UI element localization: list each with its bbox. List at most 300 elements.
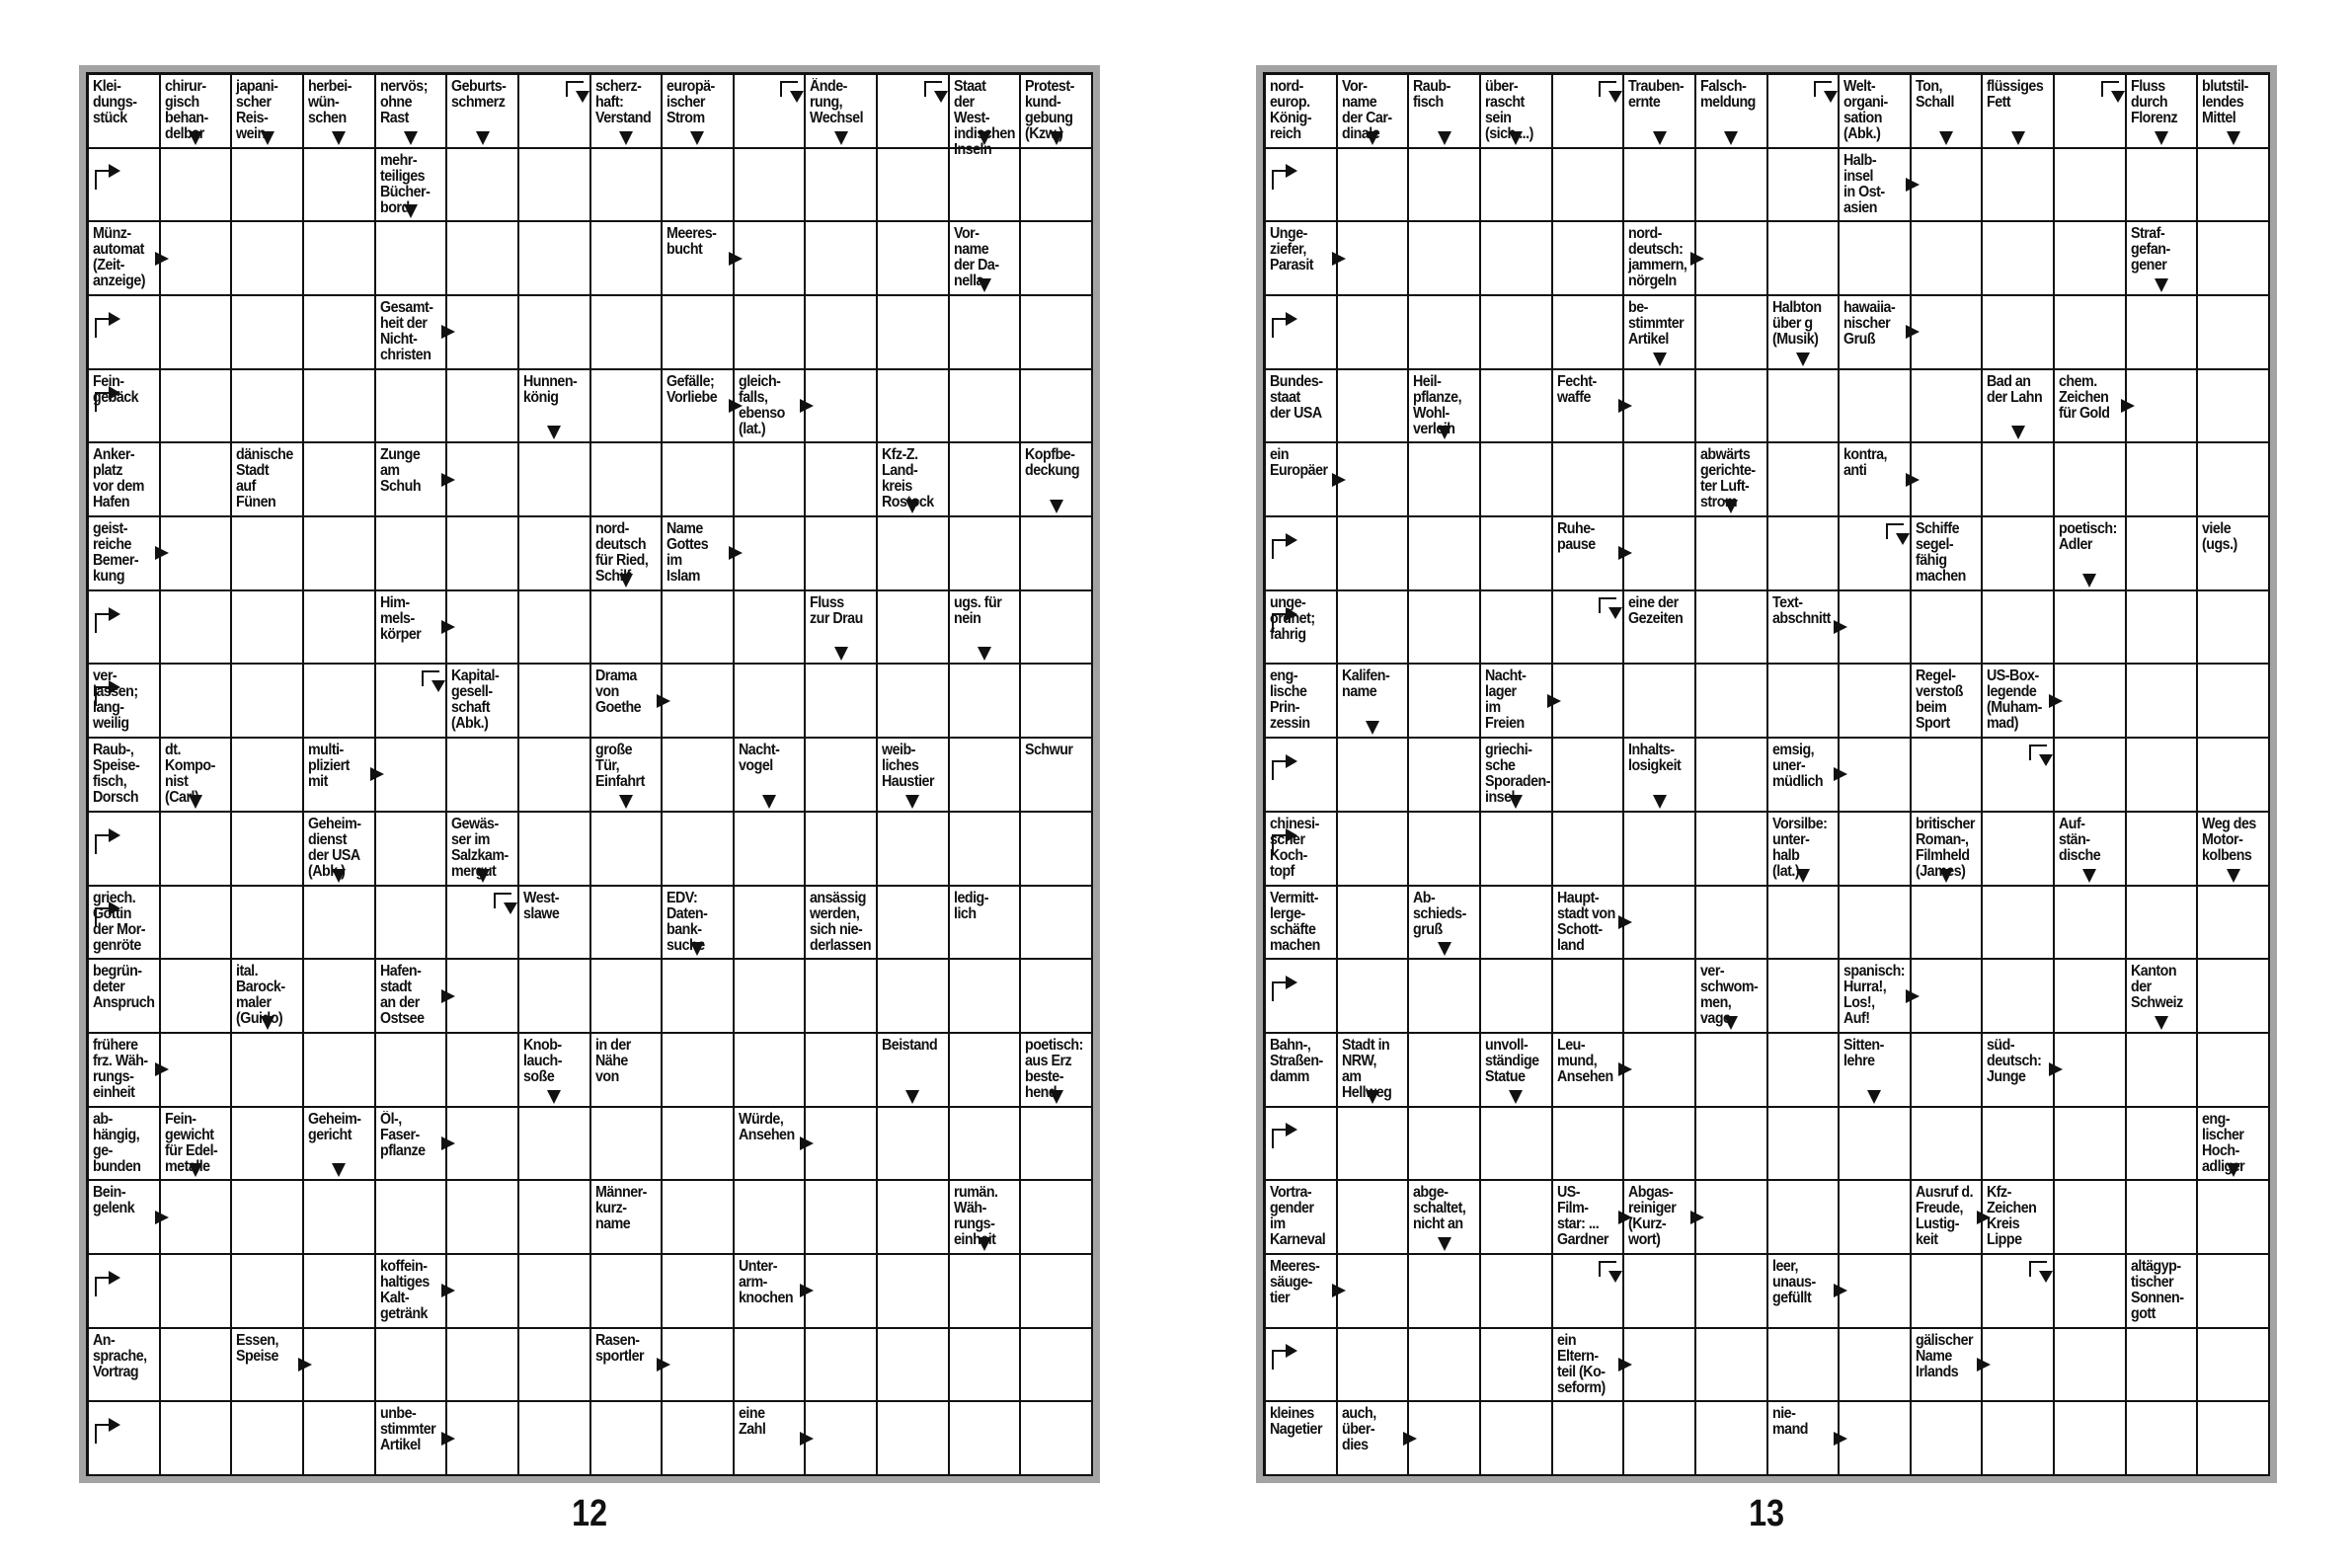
answer-cell[interactable] [1768,517,1841,591]
answer-cell[interactable] [878,960,950,1034]
answer-cell[interactable] [663,443,735,517]
answer-cell[interactable] [1624,1034,1696,1108]
answer-cell[interactable] [2198,1255,2270,1329]
answer-cell[interactable] [1696,296,1768,370]
answer-cell[interactable] [1840,1108,1912,1182]
answer-cell[interactable] [1553,813,1625,887]
answer-cell[interactable] [232,222,304,296]
answer-cell[interactable] [304,1181,376,1255]
answer-cell[interactable] [1021,517,1093,591]
answer-cell[interactable] [591,370,664,444]
answer-cell[interactable] [447,1181,519,1255]
answer-cell[interactable] [1696,222,1768,296]
answer-cell[interactable] [806,1255,878,1329]
answer-cell[interactable] [161,591,233,666]
answer-cell[interactable] [2055,443,2127,517]
answer-cell[interactable] [2198,443,2270,517]
answer-cell[interactable] [304,1402,376,1476]
answer-cell[interactable] [1696,149,1768,223]
answer-cell[interactable] [1696,665,1768,739]
answer-cell[interactable] [2198,1181,2270,1255]
answer-cell[interactable] [1912,443,1984,517]
answer-cell[interactable] [950,443,1022,517]
answer-cell[interactable] [376,517,448,591]
answer-cell[interactable] [663,296,735,370]
answer-cell[interactable] [591,960,664,1034]
answer-cell[interactable] [950,1255,1022,1329]
answer-cell[interactable] [1021,887,1093,961]
answer-cell[interactable] [1481,1255,1553,1329]
answer-cell[interactable] [1768,960,1841,1034]
answer-cell[interactable] [376,887,448,961]
answer-cell[interactable] [519,296,591,370]
answer-cell[interactable] [2055,665,2127,739]
answer-cell[interactable] [447,149,519,223]
answer-cell[interactable] [2127,887,2199,961]
answer-cell[interactable] [519,960,591,1034]
answer-cell[interactable] [806,222,878,296]
answer-cell[interactable] [735,1181,807,1255]
answer-cell[interactable] [1696,517,1768,591]
answer-cell[interactable] [447,1034,519,1108]
answer-cell[interactable] [1983,1402,2055,1476]
answer-cell[interactable] [376,739,448,813]
answer-cell[interactable] [232,591,304,666]
answer-cell[interactable] [1553,739,1625,813]
answer-cell[interactable] [2055,296,2127,370]
answer-cell[interactable] [1696,591,1768,666]
answer-cell[interactable] [806,149,878,223]
answer-cell[interactable] [2127,665,2199,739]
answer-cell[interactable] [304,296,376,370]
answer-cell[interactable] [735,887,807,961]
answer-cell[interactable] [376,1181,448,1255]
answer-cell[interactable] [1912,1255,1984,1329]
answer-cell[interactable] [663,665,735,739]
answer-cell[interactable] [1840,1402,1912,1476]
answer-cell[interactable] [1624,149,1696,223]
answer-cell[interactable] [1409,443,1481,517]
answer-cell[interactable] [950,296,1022,370]
answer-cell[interactable] [1338,739,1410,813]
answer-cell[interactable] [735,149,807,223]
answer-cell[interactable] [1021,591,1093,666]
answer-cell[interactable] [232,517,304,591]
answer-cell[interactable] [1840,1329,1912,1403]
answer-cell[interactable] [2055,1255,2127,1329]
answer-cell[interactable] [878,665,950,739]
answer-cell[interactable] [1409,960,1481,1034]
answer-cell[interactable] [1481,813,1553,887]
answer-cell[interactable] [1021,149,1093,223]
answer-cell[interactable] [161,1255,233,1329]
answer-cell[interactable] [1624,1329,1696,1403]
answer-cell[interactable] [2198,370,2270,444]
answer-cell[interactable] [447,739,519,813]
answer-cell[interactable] [1338,370,1410,444]
answer-cell[interactable] [2198,591,2270,666]
answer-cell[interactable] [735,1329,807,1403]
answer-cell[interactable] [232,1402,304,1476]
answer-cell[interactable] [232,1108,304,1182]
answer-cell[interactable] [950,1402,1022,1476]
answer-cell[interactable] [663,1255,735,1329]
answer-cell[interactable] [1481,1402,1553,1476]
answer-cell[interactable] [663,591,735,666]
answer-cell[interactable] [1983,296,2055,370]
answer-cell[interactable] [591,222,664,296]
answer-cell[interactable] [1840,665,1912,739]
answer-cell[interactable] [1840,1181,1912,1255]
answer-cell[interactable] [2198,149,2270,223]
answer-cell[interactable] [878,1255,950,1329]
answer-cell[interactable] [1768,370,1841,444]
answer-cell[interactable] [1624,1402,1696,1476]
answer-cell[interactable] [232,1181,304,1255]
answer-cell[interactable] [519,443,591,517]
answer-cell[interactable] [1768,149,1841,223]
answer-cell[interactable] [161,960,233,1034]
answer-cell[interactable] [1840,222,1912,296]
answer-cell[interactable] [806,813,878,887]
answer-cell[interactable] [519,739,591,813]
answer-cell[interactable] [376,813,448,887]
answer-cell[interactable] [663,1108,735,1182]
answer-cell[interactable] [161,370,233,444]
answer-cell[interactable] [2055,960,2127,1034]
answer-cell[interactable] [1338,149,1410,223]
answer-cell[interactable] [304,591,376,666]
answer-cell[interactable] [2198,222,2270,296]
answer-cell[interactable] [878,1108,950,1182]
answer-cell[interactable] [1409,149,1481,223]
answer-cell[interactable] [304,1034,376,1108]
answer-cell[interactable] [591,1402,664,1476]
answer-cell[interactable] [878,1402,950,1476]
answer-cell[interactable] [806,443,878,517]
answer-cell[interactable] [1696,1181,1768,1255]
answer-cell[interactable] [663,149,735,223]
answer-cell[interactable] [232,296,304,370]
answer-cell[interactable] [1409,1108,1481,1182]
answer-cell[interactable] [878,222,950,296]
answer-cell[interactable] [1983,149,2055,223]
answer-cell[interactable] [1768,443,1841,517]
answer-cell[interactable] [232,887,304,961]
answer-cell[interactable] [591,296,664,370]
answer-cell[interactable] [447,1402,519,1476]
answer-cell[interactable] [2055,149,2127,223]
answer-cell[interactable] [878,1329,950,1403]
answer-cell[interactable] [1338,887,1410,961]
answer-cell[interactable] [2127,296,2199,370]
answer-cell[interactable] [1021,222,1093,296]
answer-cell[interactable] [2127,517,2199,591]
answer-cell[interactable] [1768,1329,1841,1403]
answer-cell[interactable] [591,443,664,517]
answer-cell[interactable] [519,1402,591,1476]
answer-cell[interactable] [1553,665,1625,739]
answer-cell[interactable] [2198,739,2270,813]
answer-cell[interactable] [878,591,950,666]
answer-cell[interactable] [519,222,591,296]
answer-cell[interactable] [1481,149,1553,223]
answer-cell[interactable] [950,960,1022,1034]
answer-cell[interactable] [161,665,233,739]
answer-cell[interactable] [2127,1034,2199,1108]
answer-cell[interactable] [806,296,878,370]
answer-cell[interactable] [1021,1329,1093,1403]
answer-cell[interactable] [806,1034,878,1108]
answer-cell[interactable] [1983,1108,2055,1182]
answer-cell[interactable] [735,517,807,591]
answer-cell[interactable] [1481,1108,1553,1182]
answer-cell[interactable] [1840,1255,1912,1329]
answer-cell[interactable] [1624,370,1696,444]
answer-cell[interactable] [1021,665,1093,739]
answer-cell[interactable] [1338,1329,1410,1403]
answer-cell[interactable] [1338,591,1410,666]
answer-cell[interactable] [2127,591,2199,666]
answer-cell[interactable] [2055,887,2127,961]
answer-cell[interactable] [735,1034,807,1108]
answer-cell[interactable] [1553,222,1625,296]
answer-cell[interactable] [1912,149,1984,223]
answer-cell[interactable] [519,1255,591,1329]
answer-cell[interactable] [735,222,807,296]
answer-cell[interactable] [1840,739,1912,813]
answer-cell[interactable] [2127,149,2199,223]
answer-cell[interactable] [591,887,664,961]
answer-cell[interactable] [1409,665,1481,739]
answer-cell[interactable] [304,1329,376,1403]
answer-cell[interactable] [304,222,376,296]
answer-cell[interactable] [519,1181,591,1255]
answer-cell[interactable] [1912,1402,1984,1476]
answer-cell[interactable] [878,813,950,887]
answer-cell[interactable] [447,1108,519,1182]
answer-cell[interactable] [161,813,233,887]
answer-cell[interactable] [1912,960,1984,1034]
answer-cell[interactable] [950,665,1022,739]
answer-cell[interactable] [1624,665,1696,739]
answer-cell[interactable] [591,149,664,223]
answer-cell[interactable] [161,1402,233,1476]
answer-cell[interactable] [447,960,519,1034]
answer-cell[interactable] [1983,222,2055,296]
answer-cell[interactable] [161,443,233,517]
answer-cell[interactable] [1481,296,1553,370]
answer-cell[interactable] [1481,222,1553,296]
answer-cell[interactable] [1553,296,1625,370]
answer-cell[interactable] [950,1329,1022,1403]
answer-cell[interactable] [591,1255,664,1329]
answer-cell[interactable] [161,296,233,370]
answer-cell[interactable] [1696,739,1768,813]
answer-cell[interactable] [376,222,448,296]
answer-cell[interactable] [1553,960,1625,1034]
answer-cell[interactable] [376,1329,448,1403]
answer-cell[interactable] [735,665,807,739]
answer-cell[interactable] [519,1108,591,1182]
answer-cell[interactable] [1021,370,1093,444]
answer-cell[interactable] [591,1108,664,1182]
answer-cell[interactable] [591,591,664,666]
answer-cell[interactable] [1624,443,1696,517]
answer-cell[interactable] [232,665,304,739]
answer-cell[interactable] [1983,443,2055,517]
answer-cell[interactable] [806,1108,878,1182]
answer-cell[interactable] [1409,1034,1481,1108]
answer-cell[interactable] [519,665,591,739]
answer-cell[interactable] [232,149,304,223]
answer-cell[interactable] [304,960,376,1034]
answer-cell[interactable] [950,370,1022,444]
answer-cell[interactable] [1553,149,1625,223]
answer-cell[interactable] [1624,517,1696,591]
answer-cell[interactable] [376,1034,448,1108]
answer-cell[interactable] [1021,960,1093,1034]
answer-cell[interactable] [304,887,376,961]
answer-cell[interactable] [1696,1255,1768,1329]
answer-cell[interactable] [2198,960,2270,1034]
answer-cell[interactable] [1409,296,1481,370]
answer-cell[interactable] [1696,1329,1768,1403]
answer-cell[interactable] [663,1034,735,1108]
answer-cell[interactable] [663,1329,735,1403]
answer-cell[interactable] [304,370,376,444]
answer-cell[interactable] [1912,1108,1984,1182]
answer-cell[interactable] [519,591,591,666]
answer-cell[interactable] [878,370,950,444]
answer-cell[interactable] [1768,665,1841,739]
answer-cell[interactable] [1338,1108,1410,1182]
answer-cell[interactable] [1021,1402,1093,1476]
answer-cell[interactable] [950,813,1022,887]
answer-cell[interactable] [2127,739,2199,813]
answer-cell[interactable] [232,370,304,444]
answer-cell[interactable] [1624,960,1696,1034]
answer-cell[interactable] [878,1181,950,1255]
answer-cell[interactable] [161,1181,233,1255]
answer-cell[interactable] [806,960,878,1034]
answer-cell[interactable] [2198,1329,2270,1403]
answer-cell[interactable] [232,1034,304,1108]
answer-cell[interactable] [1021,1181,1093,1255]
answer-cell[interactable] [1696,813,1768,887]
answer-cell[interactable] [1338,960,1410,1034]
answer-cell[interactable] [1481,1329,1553,1403]
answer-cell[interactable] [161,149,233,223]
answer-cell[interactable] [304,517,376,591]
answer-cell[interactable] [519,149,591,223]
answer-cell[interactable] [1840,887,1912,961]
answer-cell[interactable] [519,1329,591,1403]
answer-cell[interactable] [1481,887,1553,961]
answer-cell[interactable] [1840,370,1912,444]
answer-cell[interactable] [950,1108,1022,1182]
answer-cell[interactable] [304,665,376,739]
answer-cell[interactable] [1912,739,1984,813]
answer-cell[interactable] [1768,1181,1841,1255]
answer-cell[interactable] [2198,665,2270,739]
answer-cell[interactable] [2198,1034,2270,1108]
answer-cell[interactable] [304,1255,376,1329]
answer-cell[interactable] [519,517,591,591]
answer-cell[interactable] [950,149,1022,223]
answer-cell[interactable] [735,960,807,1034]
answer-cell[interactable] [1696,370,1768,444]
answer-cell[interactable] [2055,1108,2127,1182]
answer-cell[interactable] [878,296,950,370]
answer-cell[interactable] [1481,960,1553,1034]
answer-cell[interactable] [1409,1255,1481,1329]
answer-cell[interactable] [806,1329,878,1403]
answer-cell[interactable] [1912,591,1984,666]
answer-cell[interactable] [1912,1034,1984,1108]
answer-cell[interactable] [1912,887,1984,961]
answer-cell[interactable] [1409,222,1481,296]
answer-cell[interactable] [735,813,807,887]
answer-cell[interactable] [806,1402,878,1476]
answer-cell[interactable] [447,222,519,296]
answer-cell[interactable] [806,370,878,444]
answer-cell[interactable] [735,591,807,666]
answer-cell[interactable] [1624,1108,1696,1182]
answer-cell[interactable] [2055,591,2127,666]
answer-cell[interactable] [1409,1402,1481,1476]
answer-cell[interactable] [663,739,735,813]
answer-cell[interactable] [2198,1402,2270,1476]
answer-cell[interactable] [447,1255,519,1329]
answer-cell[interactable] [1768,887,1841,961]
answer-cell[interactable] [161,887,233,961]
answer-cell[interactable] [2055,1181,2127,1255]
answer-cell[interactable] [1912,370,1984,444]
answer-cell[interactable] [1481,443,1553,517]
answer-cell[interactable] [376,370,448,444]
answer-cell[interactable] [1768,1034,1841,1108]
answer-cell[interactable] [1338,1255,1410,1329]
answer-cell[interactable] [806,1181,878,1255]
answer-cell[interactable] [1840,813,1912,887]
answer-cell[interactable] [1696,1108,1768,1182]
answer-cell[interactable] [232,739,304,813]
answer-cell[interactable] [1696,1034,1768,1108]
answer-cell[interactable] [591,813,664,887]
answer-cell[interactable] [1983,517,2055,591]
answer-cell[interactable] [1553,1402,1625,1476]
answer-cell[interactable] [1983,1329,2055,1403]
answer-cell[interactable] [1624,813,1696,887]
answer-cell[interactable] [1338,222,1410,296]
answer-cell[interactable] [1481,591,1553,666]
answer-cell[interactable] [1409,739,1481,813]
answer-cell[interactable] [806,739,878,813]
answer-cell[interactable] [2198,296,2270,370]
answer-cell[interactable] [2055,1034,2127,1108]
answer-cell[interactable] [663,960,735,1034]
answer-cell[interactable] [1983,591,2055,666]
answer-cell[interactable] [1912,222,1984,296]
answer-cell[interactable] [2055,739,2127,813]
answer-cell[interactable] [735,443,807,517]
answer-cell[interactable] [1021,813,1093,887]
answer-cell[interactable] [304,443,376,517]
answer-cell[interactable] [1553,1108,1625,1182]
answer-cell[interactable] [447,517,519,591]
answer-cell[interactable] [806,517,878,591]
